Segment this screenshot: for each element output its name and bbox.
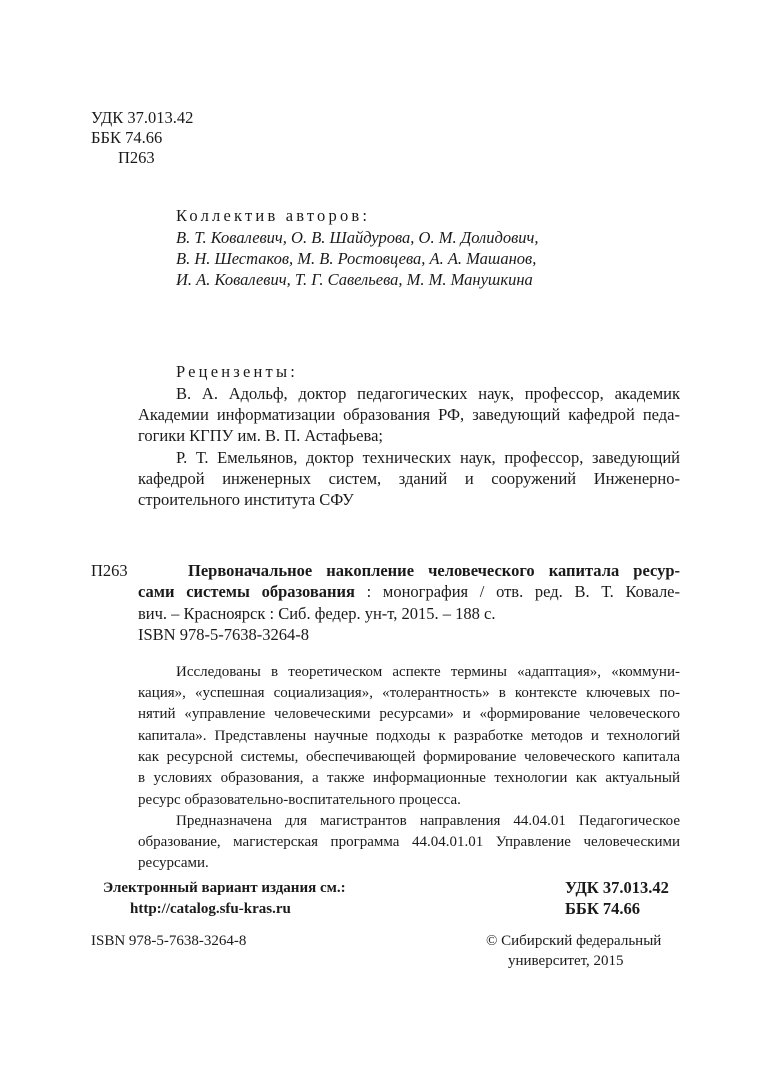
- biblio-title-line2: [138, 582, 680, 602]
- abstract-line: нятий «управление человеческими ресурсами» и «формирование человеческого: [138, 706, 680, 722]
- biblio-details: : монография / отв. ред. В. Т. Ковале-: [354, 582, 680, 601]
- reviewer-line: строительного института СФУ: [138, 490, 354, 509]
- abstract-line: капитала». Представлены научные подходы к разработке методов и технологий: [138, 728, 680, 744]
- header-bbk: ББК 74.66: [91, 128, 163, 147]
- abstract-line: Предназначена для магистрантов направления 44.04.01 Педагогическое: [176, 813, 680, 829]
- abstract-line: в условиях образования, а также информационные технологии как актуальный: [138, 770, 680, 786]
- biblio-isbn: ISBN 978-5-7638-3264-8: [138, 625, 309, 644]
- reviewer-line: В. А. Адольф, доктор педагогических наук, профессор, академик: [176, 384, 680, 403]
- abstract-line: ресурс образовательно-воспитательного процесса.: [138, 792, 461, 808]
- reviewer-line: Р. Т. Емельянов, доктор технических наук, профессор, заведующий: [176, 448, 680, 467]
- biblio-imprint: вич. – Красноярск : Сиб. федер. ун-т, 2015. – 188 с.: [138, 604, 496, 623]
- biblio-title-end: сами системы образования: [138, 582, 355, 601]
- authors-line: В. Т. Ковалевич, О. В. Шайдурова, О. М. Долидович,: [176, 228, 539, 247]
- header-udk: УДК 37.013.42: [91, 108, 194, 127]
- header-code: П263: [118, 148, 155, 167]
- authors-line: И. А. Ковалевич, Т. Г. Савельева, М. М. Манушкина: [176, 270, 533, 289]
- reviewer-line: кафедрой инженерных систем, зданий и сооружений Инженерно-: [138, 469, 680, 488]
- reviewer-line: гогики КГПУ им. В. П. Астафьева;: [138, 426, 383, 445]
- reviewer-line: Академии информатизации образования РФ, заведующий кафедрой педа-: [138, 405, 680, 424]
- abstract-line: Исследованы в теоретическом аспекте термины «адаптация», «коммуни-: [176, 664, 680, 680]
- electronic-version-label: Электронный вариант издания см.:: [103, 880, 346, 896]
- biblio-title: Первоначальное накопление человеческого капитала ресур-: [188, 561, 680, 580]
- abstract-line: как ресурсной системы, обеспечивающей формирование человеческого капитала: [138, 749, 680, 765]
- authors-label: Коллектив авторов:: [176, 206, 371, 225]
- catalog-url[interactable]: http://catalog.sfu-kras.ru: [130, 901, 291, 917]
- biblio-code: П263: [91, 561, 128, 580]
- copyright: © Сибирский федеральный: [486, 933, 662, 949]
- footer-udk: УДК 37.013.42: [565, 878, 669, 897]
- abstract-line: кация», «успешная социализация», «толерантность» в контексте ключевых по-: [138, 685, 680, 701]
- abstract-line: ресурсами.: [138, 855, 209, 871]
- authors-line: В. Н. Шестаков, М. В. Ростовцева, А. А. Машанов,: [176, 249, 537, 268]
- footer-bbk: ББК 74.66: [565, 899, 641, 918]
- reviewers-label: Рецензенты:: [176, 362, 299, 381]
- footer-isbn: ISBN 978-5-7638-3264-8: [91, 933, 247, 949]
- copyright-line2: университет, 2015: [508, 953, 624, 969]
- abstract-line: образование, магистерская программа 44.04.01.01 Управление человеческими: [138, 834, 680, 850]
